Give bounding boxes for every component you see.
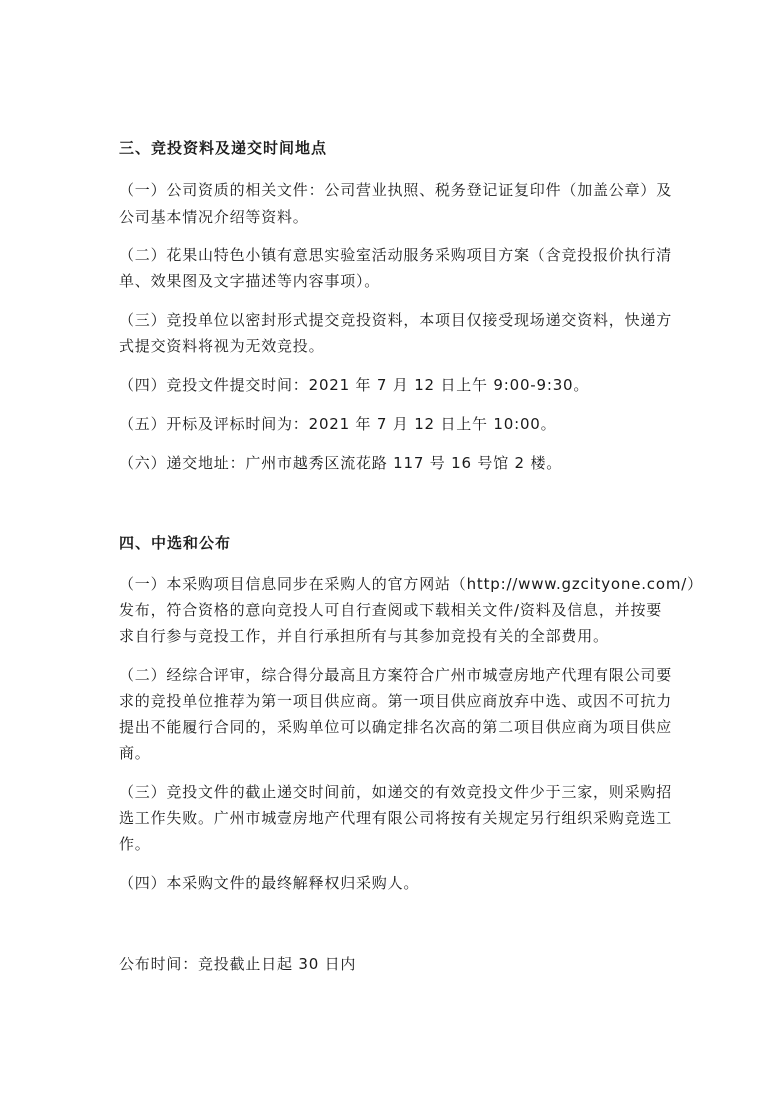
section4-item3-line1: （三）竞投文件的截止递交时间前，如递交的有效竞投文件少于三家，则采购招 [119,783,673,801]
section3-item1-line1: （一）公司资质的相关文件：公司营业执照、税务登记证复印件（加盖公章）及 [119,181,673,199]
section3-item3-line1: （三）竞投单位以密封形式提交竞投资料，本项目仅接受现场递交资料，快递方 [119,311,673,329]
section3-heading: 三、竞投资料及递交时间地点 [119,139,328,157]
section3-item5: （五）开标及评标时间为：2021 年 7 月 12 日上午 10:00。 [119,415,557,433]
section4-item3-line2: 选工作失败。广州市城壹房地产代理有限公司将按有关规定另行组织采购竞选工 [119,809,673,827]
section3-item3-line2: 式提交资料将视为无效竞投。 [119,337,325,355]
section3-item1-line2: 公司基本情况介绍等资料。 [119,208,309,226]
section4-item1-line2: 发布，符合资格的意向竞投人可自行查阅或下载相关文件/资料及信息，并按要 [119,601,663,619]
section4-item2-line2: 求的竞投单位推荐为第一项目供应商。第一项目供应商放弃中选、或因不可抗力 [119,692,673,710]
section4-item2-line1: （二）经综合评审，综合得分最高且方案符合广州市城壹房地产代理有限公司要 [119,666,673,684]
section4-item2-line4: 商。 [119,744,151,762]
section3-item4: （四）竞投文件提交时间：2021 年 7 月 12 日上午 9:00-9:30。 [119,376,590,394]
section3-item6: （六）递交地址：广州市越秀区流花路 117 号 16 号馆 2 楼。 [119,454,563,472]
section4-item1-line3: 求自行参与竞投工作，并自行承担所有与其参加竞投有关的全部费用。 [119,627,609,645]
section3-item2-line2: 单、效果图及文字描述等内容事项）。 [119,272,381,290]
section3-item2-line1: （二）花果山特色小镇有意思实验室活动服务采购项目方案（含竞投报价执行清 [119,246,673,264]
section4-item2-line3: 提出不能履行合同的，采购单位可以确定排名次高的第二项目供应商为项目供应 [119,718,673,736]
publish-time: 公布时间：竞投截止日起 30 日内 [119,955,357,973]
section4-item1-line1: （一）本采购项目信息同步在采购人的官方网站（http://www.gzcityone.com/） [119,575,703,593]
section4-item4: （四）本采购文件的最终解释权归采购人。 [119,874,420,892]
section4-item3-line3: 作。 [119,835,151,853]
section4-heading: 四、中选和公布 [119,534,232,552]
